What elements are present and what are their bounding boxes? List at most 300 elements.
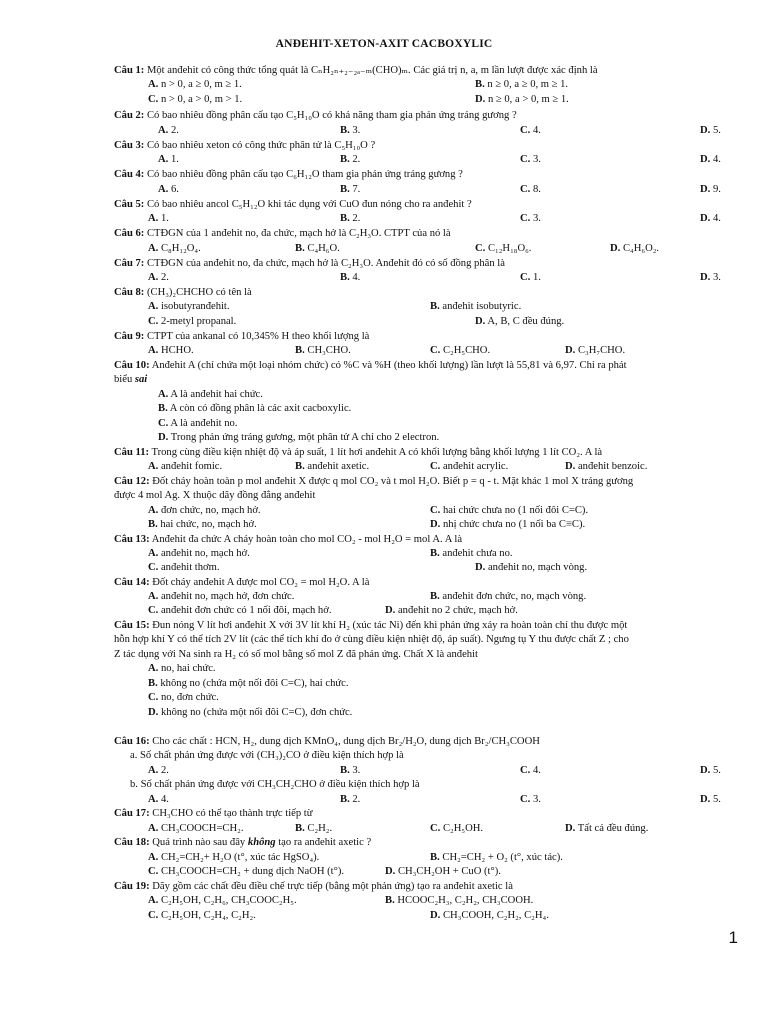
answer-option xyxy=(430,300,521,313)
option-letter: C. xyxy=(520,154,531,165)
question-line xyxy=(114,807,313,820)
line-text: Anđehit A (chỉ chứa một loại nhóm chức) có %C và %H (theo khối lượng) lần lượt là 55,81 và 6,97. Chỉ ra phát xyxy=(151,360,627,371)
answer-option xyxy=(700,764,721,777)
option-letter: D. xyxy=(565,461,576,472)
option-letter: D. xyxy=(610,243,621,254)
line-text: CH₃CHO. xyxy=(307,345,351,356)
line-text: isobutyranđehit. xyxy=(160,301,230,312)
answer-option xyxy=(610,242,659,255)
option-letter: B. xyxy=(340,765,350,776)
option-letter: B. xyxy=(148,678,158,689)
line-text: không no (chứa một nối đôi C=C), hai chức. xyxy=(160,678,349,689)
answer-option xyxy=(385,604,518,617)
line-text: C₃H₇CHO. xyxy=(577,345,626,356)
answer-option xyxy=(430,909,549,922)
question-line xyxy=(114,533,462,546)
emphasis-text: sai xyxy=(134,374,148,385)
answer-option xyxy=(148,604,331,617)
option-letter: B. xyxy=(340,125,350,136)
answer-option xyxy=(148,894,297,907)
option-letter: A. xyxy=(148,213,159,224)
option-letter: A. xyxy=(148,823,159,834)
answer-option xyxy=(148,706,352,719)
question-number: Câu 4: xyxy=(114,169,145,180)
answer-option xyxy=(520,124,541,137)
option-letter: C. xyxy=(158,418,169,429)
answer-option xyxy=(475,561,587,574)
option-letter: A. xyxy=(148,272,159,283)
option-letter: C. xyxy=(520,125,531,136)
answer-option xyxy=(148,315,236,328)
option-letter: C. xyxy=(148,910,159,921)
line-text: Đốt cháy hoàn toàn p mol anđehit X được q mol CO₂ và t mol H₂O. Biết p = q - t. Mặt khác 1 mol X tráng gương xyxy=(152,476,634,487)
line-text: 7. xyxy=(352,184,361,195)
question-number: Câu 5: xyxy=(114,199,145,210)
line-text: anđehit no, mạch vòng. xyxy=(487,562,588,573)
option-letter: D. xyxy=(565,823,576,834)
option-letter: B. xyxy=(295,345,305,356)
answer-option xyxy=(475,315,564,328)
option-letter: B. xyxy=(430,301,440,312)
answer-option xyxy=(565,822,648,835)
text-line xyxy=(114,373,147,386)
answer-option xyxy=(148,518,257,531)
answer-option xyxy=(340,271,360,284)
line-text: C₂H₅OH, C₂H₆, CH₃COOC₂H₅. xyxy=(160,895,297,906)
option-letter: D. xyxy=(700,125,711,136)
text-line xyxy=(130,749,404,762)
line-text: Cho các chất : HCN, H₂, dung dịch KMnO₄, dung dịch Br₂/H₂O, dung dịch Br₂/CH₃COOH xyxy=(152,736,540,747)
option-letter: D. xyxy=(430,910,441,921)
option-letter: A. xyxy=(148,591,159,602)
line-text: Quá trình nào sau đây xyxy=(152,837,248,848)
answer-option xyxy=(148,764,169,777)
answer-option xyxy=(295,242,340,255)
line-text: CH₂=CH₂ + O₂ (t°, xúc tác). xyxy=(442,852,563,863)
option-letter: D. xyxy=(700,765,711,776)
option-letter: A. xyxy=(148,301,159,312)
answer-option xyxy=(700,124,721,137)
option-letter: D. xyxy=(385,605,396,616)
line-text: C₈H₁₂O₄. xyxy=(160,243,201,254)
answer-option xyxy=(158,388,263,401)
option-letter: C. xyxy=(520,765,531,776)
option-letter: A. xyxy=(148,765,159,776)
option-letter: D. xyxy=(475,562,486,573)
line-text: 3. xyxy=(532,213,541,224)
line-text: C₂H₅OH, C₂H₄, C₂H₂. xyxy=(160,910,256,921)
answer-option xyxy=(158,153,179,166)
option-letter: B. xyxy=(340,154,350,165)
answer-option xyxy=(148,851,319,864)
answer-option xyxy=(520,764,541,777)
line-text: 3. xyxy=(352,125,361,136)
question-number: Câu 12: xyxy=(114,476,150,487)
question-line xyxy=(114,64,598,77)
answer-option xyxy=(520,183,541,196)
question-number: Câu 18: xyxy=(114,837,150,848)
answer-option xyxy=(520,271,541,284)
option-letter: B. xyxy=(295,823,305,834)
answer-option xyxy=(700,153,721,166)
line-text: anđehit isobutyric. xyxy=(442,301,522,312)
question-line xyxy=(114,619,627,632)
line-text: 5. xyxy=(712,794,721,805)
option-letter: C. xyxy=(148,94,159,105)
option-letter: B. xyxy=(158,403,168,414)
answer-option xyxy=(295,344,351,357)
line-text: anđehit đơn chức có 1 nối đôi, mạch hở. xyxy=(160,605,332,616)
line-text: 4. xyxy=(532,125,541,136)
option-letter: B. xyxy=(385,895,395,906)
line-text: anđehit no, mạch hở, đơn chức. xyxy=(160,591,295,602)
option-letter: B. xyxy=(340,213,350,224)
line-text: CH₃COOCH=CH₂. xyxy=(160,823,244,834)
option-letter: D. xyxy=(148,707,159,718)
page-number: 1 xyxy=(728,928,738,947)
answer-option xyxy=(158,124,179,137)
option-letter: A. xyxy=(148,461,159,472)
question-line xyxy=(114,168,463,181)
option-letter: D. xyxy=(385,866,396,877)
option-letter: B. xyxy=(340,272,350,283)
option-letter: A. xyxy=(148,79,159,90)
line-text: CTPT của ankanal có 10,345% H theo khối lượng là xyxy=(146,331,370,342)
option-letter: A. xyxy=(158,154,169,165)
answer-option xyxy=(148,344,194,357)
line-text: 4. xyxy=(532,765,541,776)
question-number: Câu 3: xyxy=(114,140,145,151)
answer-option xyxy=(158,431,439,444)
question-line xyxy=(114,227,451,240)
option-letter: D. xyxy=(700,154,711,165)
line-text: không no (chứa một nối đôi C=C), đơn chức. xyxy=(160,707,353,718)
line-text: đơn chức, no, mạch hở. xyxy=(160,505,261,516)
line-text: no, hai chức. xyxy=(160,663,216,674)
answer-option xyxy=(148,460,222,473)
question-number: Câu 7: xyxy=(114,258,145,269)
question-line xyxy=(114,139,375,152)
line-text: 9. xyxy=(712,184,721,195)
line-text: A, B, C đều đúng. xyxy=(487,316,565,327)
line-text: 2. xyxy=(160,765,169,776)
line-text: 1. xyxy=(532,272,541,283)
answer-option xyxy=(148,271,169,284)
line-text: n > 0, a > 0, m > 1. xyxy=(160,94,243,105)
question-line xyxy=(114,576,369,589)
line-text: CTĐGN của 1 anđehit no, đa chức, mạch hở là C₂H₃O. CTPT của nó là xyxy=(146,228,451,239)
line-text: hai chức, no, mạch hở. xyxy=(160,519,257,530)
question-line xyxy=(114,446,602,459)
option-letter: C. xyxy=(520,272,531,283)
answer-option xyxy=(430,547,513,560)
line-text: 2. xyxy=(352,213,361,224)
answer-option xyxy=(148,677,348,690)
option-letter: B. xyxy=(295,243,305,254)
question-line xyxy=(114,880,513,893)
line-text: Có bao nhiêu đồng phân cấu tạo C₆H₁₂O tham gia phản ứng tráng gương ? xyxy=(146,169,463,180)
option-letter: C. xyxy=(520,213,531,224)
line-text: 4. xyxy=(712,154,721,165)
answer-option xyxy=(430,590,586,603)
line-text: Anđehit đa chức A cháy hoàn toàn cho mol CO₂ - mol H₂O = mol A. A là xyxy=(151,534,463,545)
answer-option xyxy=(158,183,179,196)
answer-option xyxy=(385,894,533,907)
answer-option xyxy=(340,764,360,777)
option-letter: C. xyxy=(148,562,159,573)
question-line xyxy=(114,198,472,211)
line-text: anđehit axetic. xyxy=(307,461,370,472)
line-text: 2. xyxy=(352,794,361,805)
answer-option xyxy=(148,590,294,603)
line-text: anđehit đơn chức, no, mạch vòng. xyxy=(442,591,587,602)
line-text: anđehit acrylic. xyxy=(442,461,509,472)
option-letter: D. xyxy=(700,184,711,195)
answer-option xyxy=(148,300,230,313)
answer-option xyxy=(520,153,541,166)
answer-option xyxy=(430,344,490,357)
question-number: Câu 13: xyxy=(114,534,150,545)
option-letter: D. xyxy=(700,213,711,224)
line-text: C₄H₆O₂. xyxy=(622,243,660,254)
option-letter: C. xyxy=(520,794,531,805)
line-text: Z tác dụng với Na sinh ra H₂ có số mol bằng số mol Z đã phản ứng. Chất X là anđehit xyxy=(114,649,478,660)
option-letter: B. xyxy=(148,519,158,530)
answer-option xyxy=(475,78,568,91)
question-number: Câu 19: xyxy=(114,881,150,892)
option-letter: C. xyxy=(520,184,531,195)
question-line xyxy=(114,359,627,372)
line-text-tail: tạo ra anđehit axetic ? xyxy=(275,837,372,848)
answer-option xyxy=(700,212,721,225)
line-text: 8. xyxy=(532,184,541,195)
answer-option xyxy=(295,822,332,835)
line-text: anđehit fomic. xyxy=(160,461,223,472)
line-text: CTĐGN của anđehit no, đa chức, mạch hở là C₂H₃O. Anđehit đó có số đồng phân là xyxy=(146,258,505,269)
line-text: 5. xyxy=(712,125,721,136)
question-number: Câu 14: xyxy=(114,577,150,588)
answer-option xyxy=(385,865,501,878)
option-letter: D. xyxy=(700,794,711,805)
line-text: Có bao nhiêu xeton có công thức phân tử là C₅H₁₀O ? xyxy=(146,140,376,151)
answer-option xyxy=(520,212,541,225)
line-text: 1. xyxy=(160,213,169,224)
option-letter: A. xyxy=(148,345,159,356)
option-letter: B. xyxy=(295,461,305,472)
line-text: anđehit chưa no. xyxy=(442,548,513,559)
line-text: 6. xyxy=(170,184,179,195)
answer-option xyxy=(148,93,242,106)
line-text: A còn có đồng phân là các axit cacboxylic. xyxy=(169,403,352,414)
question-line xyxy=(114,475,633,488)
line-text: A là anđehit no. xyxy=(170,418,238,429)
option-letter: C. xyxy=(430,823,441,834)
line-text: 3. xyxy=(352,765,361,776)
question-line xyxy=(114,735,540,748)
answer-option xyxy=(340,793,360,806)
line-text: b. Số chất phản ứng được với CH₃CH₂CHO ở điều kiện thích hợp là xyxy=(130,779,420,790)
line-text: 4. xyxy=(712,213,721,224)
option-letter: D. xyxy=(475,94,486,105)
option-letter: A. xyxy=(148,895,159,906)
question-number: Câu 2: xyxy=(114,110,145,121)
option-letter: C. xyxy=(148,866,159,877)
answer-option xyxy=(475,93,569,106)
answer-option xyxy=(340,153,360,166)
line-text: Dãy gồm các chất đều điều chế trực tiếp (bằng một phản ứng) tạo ra anđehit axetic là xyxy=(152,881,513,892)
option-letter: B. xyxy=(340,794,350,805)
question-number: Câu 9: xyxy=(114,331,145,342)
line-text: anđehit benzoic. xyxy=(577,461,648,472)
line-text: CH₃CH₂OH + CuO (t°). xyxy=(397,866,501,877)
answer-option xyxy=(700,793,721,806)
line-text: 4. xyxy=(352,272,361,283)
line-text: no, đơn chức. xyxy=(160,692,219,703)
answer-option xyxy=(148,691,219,704)
option-letter: B. xyxy=(430,591,440,602)
line-text: C₂H₅OH. xyxy=(442,823,484,834)
line-text: 5. xyxy=(712,765,721,776)
question-number: Câu 6: xyxy=(114,228,145,239)
answer-option xyxy=(158,417,237,430)
line-text: 3. xyxy=(532,154,541,165)
question-number: Câu 17: xyxy=(114,808,150,819)
option-letter: C. xyxy=(430,345,441,356)
option-letter: A. xyxy=(158,184,169,195)
line-text: 3. xyxy=(532,794,541,805)
answer-option xyxy=(295,460,369,473)
line-text: 4. xyxy=(160,794,169,805)
line-text: Có bao nhiêu đồng phân cấu tạo C₅H₁₀O có khả năng tham gia phản ứng tráng gương ? xyxy=(146,110,517,121)
line-text: anđehit no 2 chức, mạch hở. xyxy=(397,605,518,616)
answer-option xyxy=(158,402,351,415)
line-text: hỗn hợp khí Y có thể tích 2V lít (các thể tích khí đo ở cùng điều kiện nhiệt độ, áp suất). Ngưng tụ Y thu được chất Z ; cho xyxy=(114,634,629,645)
option-letter: C. xyxy=(430,461,441,472)
line-text: CH₃COOH, C₂H₂, C₂H₄. xyxy=(442,910,549,921)
answer-option xyxy=(700,183,721,196)
option-letter: A. xyxy=(158,389,169,400)
option-letter: B. xyxy=(340,184,350,195)
answer-option xyxy=(340,124,360,137)
line-text: A là anđehit hai chức. xyxy=(170,389,263,400)
answer-option xyxy=(565,344,625,357)
line-text: C₁₂H₁₈O₆. xyxy=(487,243,532,254)
answer-option xyxy=(700,271,721,284)
line-text: CH₃CHO có thể tạo thành trực tiếp từ xyxy=(152,808,313,819)
option-letter: C. xyxy=(148,605,159,616)
answer-option xyxy=(430,822,483,835)
question-line xyxy=(114,330,369,343)
answer-option xyxy=(148,547,250,560)
answer-option xyxy=(148,793,169,806)
option-letter: A. xyxy=(148,852,159,863)
line-text: 3. xyxy=(712,272,721,283)
question-number: Câu 1: xyxy=(114,65,145,76)
question-line xyxy=(114,109,517,122)
line-text: C₂H₂. xyxy=(307,823,333,834)
line-text: CH₃COOCH=CH₂ + dung dịch NaOH (t°). xyxy=(160,866,345,877)
line-text: Đốt cháy anđehit A được mol CO₂ = mol H₂O. A là xyxy=(152,577,370,588)
answer-option xyxy=(430,851,563,864)
option-letter: B. xyxy=(430,548,440,559)
answer-option xyxy=(475,242,531,255)
line-text: 1. xyxy=(170,154,179,165)
answer-option xyxy=(520,793,541,806)
line-text: Trong phản ứng tráng gương, một phân tử A chỉ cho 2 electron. xyxy=(170,432,440,443)
answer-option xyxy=(340,183,360,196)
line-text: Đun nóng V lít hơi anđehit X với 3V lít khí H₂ (xúc tác Ni) đến khi phản ứng xảy ra hoàn toàn chỉ thu được một xyxy=(152,620,628,631)
answer-option xyxy=(148,212,169,225)
question-number: Câu 15: xyxy=(114,620,150,631)
line-text: anđehit no, mạch hở. xyxy=(160,548,250,559)
option-letter: C. xyxy=(148,316,159,327)
answer-option xyxy=(148,822,244,835)
text-line xyxy=(130,778,420,791)
line-text: Trong cùng điều kiện nhiệt độ và áp suất, 1 lít hơi anđehit A có khối lượng bằng khối lượng 1 lít CO₂. A là xyxy=(151,447,603,458)
option-letter: C. xyxy=(430,505,441,516)
option-letter: A. xyxy=(148,548,159,559)
line-text: HCOOC₂H₃, C₂H₂, CH₃COOH. xyxy=(397,895,534,906)
line-text: Tất cả đều đúng. xyxy=(577,823,649,834)
answer-option xyxy=(148,242,201,255)
question-line xyxy=(114,257,505,270)
question-number: Câu 11: xyxy=(114,447,150,458)
line-text: nhị chức chưa no (1 nối ba C≡C). xyxy=(442,519,586,530)
option-letter: B. xyxy=(430,852,440,863)
answer-option xyxy=(148,78,242,91)
option-letter: D. xyxy=(700,272,711,283)
option-letter: A. xyxy=(148,794,159,805)
text-line xyxy=(114,648,478,661)
option-letter: D. xyxy=(158,432,169,443)
option-letter: A. xyxy=(158,125,169,136)
text-line xyxy=(114,489,315,502)
line-text: hai chức chưa no (1 nối đôi C=C). xyxy=(442,505,589,516)
line-text: 2. xyxy=(160,272,169,283)
answer-option xyxy=(148,662,216,675)
line-text: 2. xyxy=(170,125,179,136)
option-letter: D. xyxy=(430,519,441,530)
line-text: biểu xyxy=(114,374,135,385)
question-number: Câu 16: xyxy=(114,736,150,747)
line-text: anđehit thơm. xyxy=(160,562,220,573)
option-letter: D. xyxy=(475,316,486,327)
answer-option xyxy=(430,504,588,517)
option-letter: A. xyxy=(148,243,159,254)
answer-option xyxy=(148,561,220,574)
line-text: được 4 mol Ag. X thuộc dãy đồng đẳng anđehit xyxy=(114,490,316,501)
line-text: n ≥ 0, a > 0, m ≥ 1. xyxy=(487,94,569,105)
line-text: Một anđehit có công thức tổng quát là CₙH₂ₙ₊₂₋₂ₐ₋ₘ(CHO)ₘ. Các giá trị n, a, m lần lượt được xác định là xyxy=(146,65,598,76)
text-line xyxy=(114,633,629,646)
option-letter: C. xyxy=(148,692,159,703)
line-text: 2-metyl propanal. xyxy=(160,316,237,327)
option-letter: D. xyxy=(565,345,576,356)
option-letter: A. xyxy=(148,505,159,516)
answer-option xyxy=(148,504,261,517)
line-text: (CH₃)₂CHCHO có tên là xyxy=(146,287,252,298)
answer-option xyxy=(148,909,256,922)
answer-option xyxy=(430,460,508,473)
answer-option xyxy=(430,518,585,531)
emphasis-text: không xyxy=(247,837,276,848)
option-letter: B. xyxy=(475,79,485,90)
line-text: C₂H₅CHO. xyxy=(442,345,491,356)
line-text: CH₂=CH₂+ H₂O (t°, xúc tác HgSO₄). xyxy=(160,852,320,863)
question-line xyxy=(114,836,371,849)
document-title: ANĐEHIT-XETON-AXIT CACBOXYLIC xyxy=(275,38,493,50)
question-number: Câu 10: xyxy=(114,360,150,371)
